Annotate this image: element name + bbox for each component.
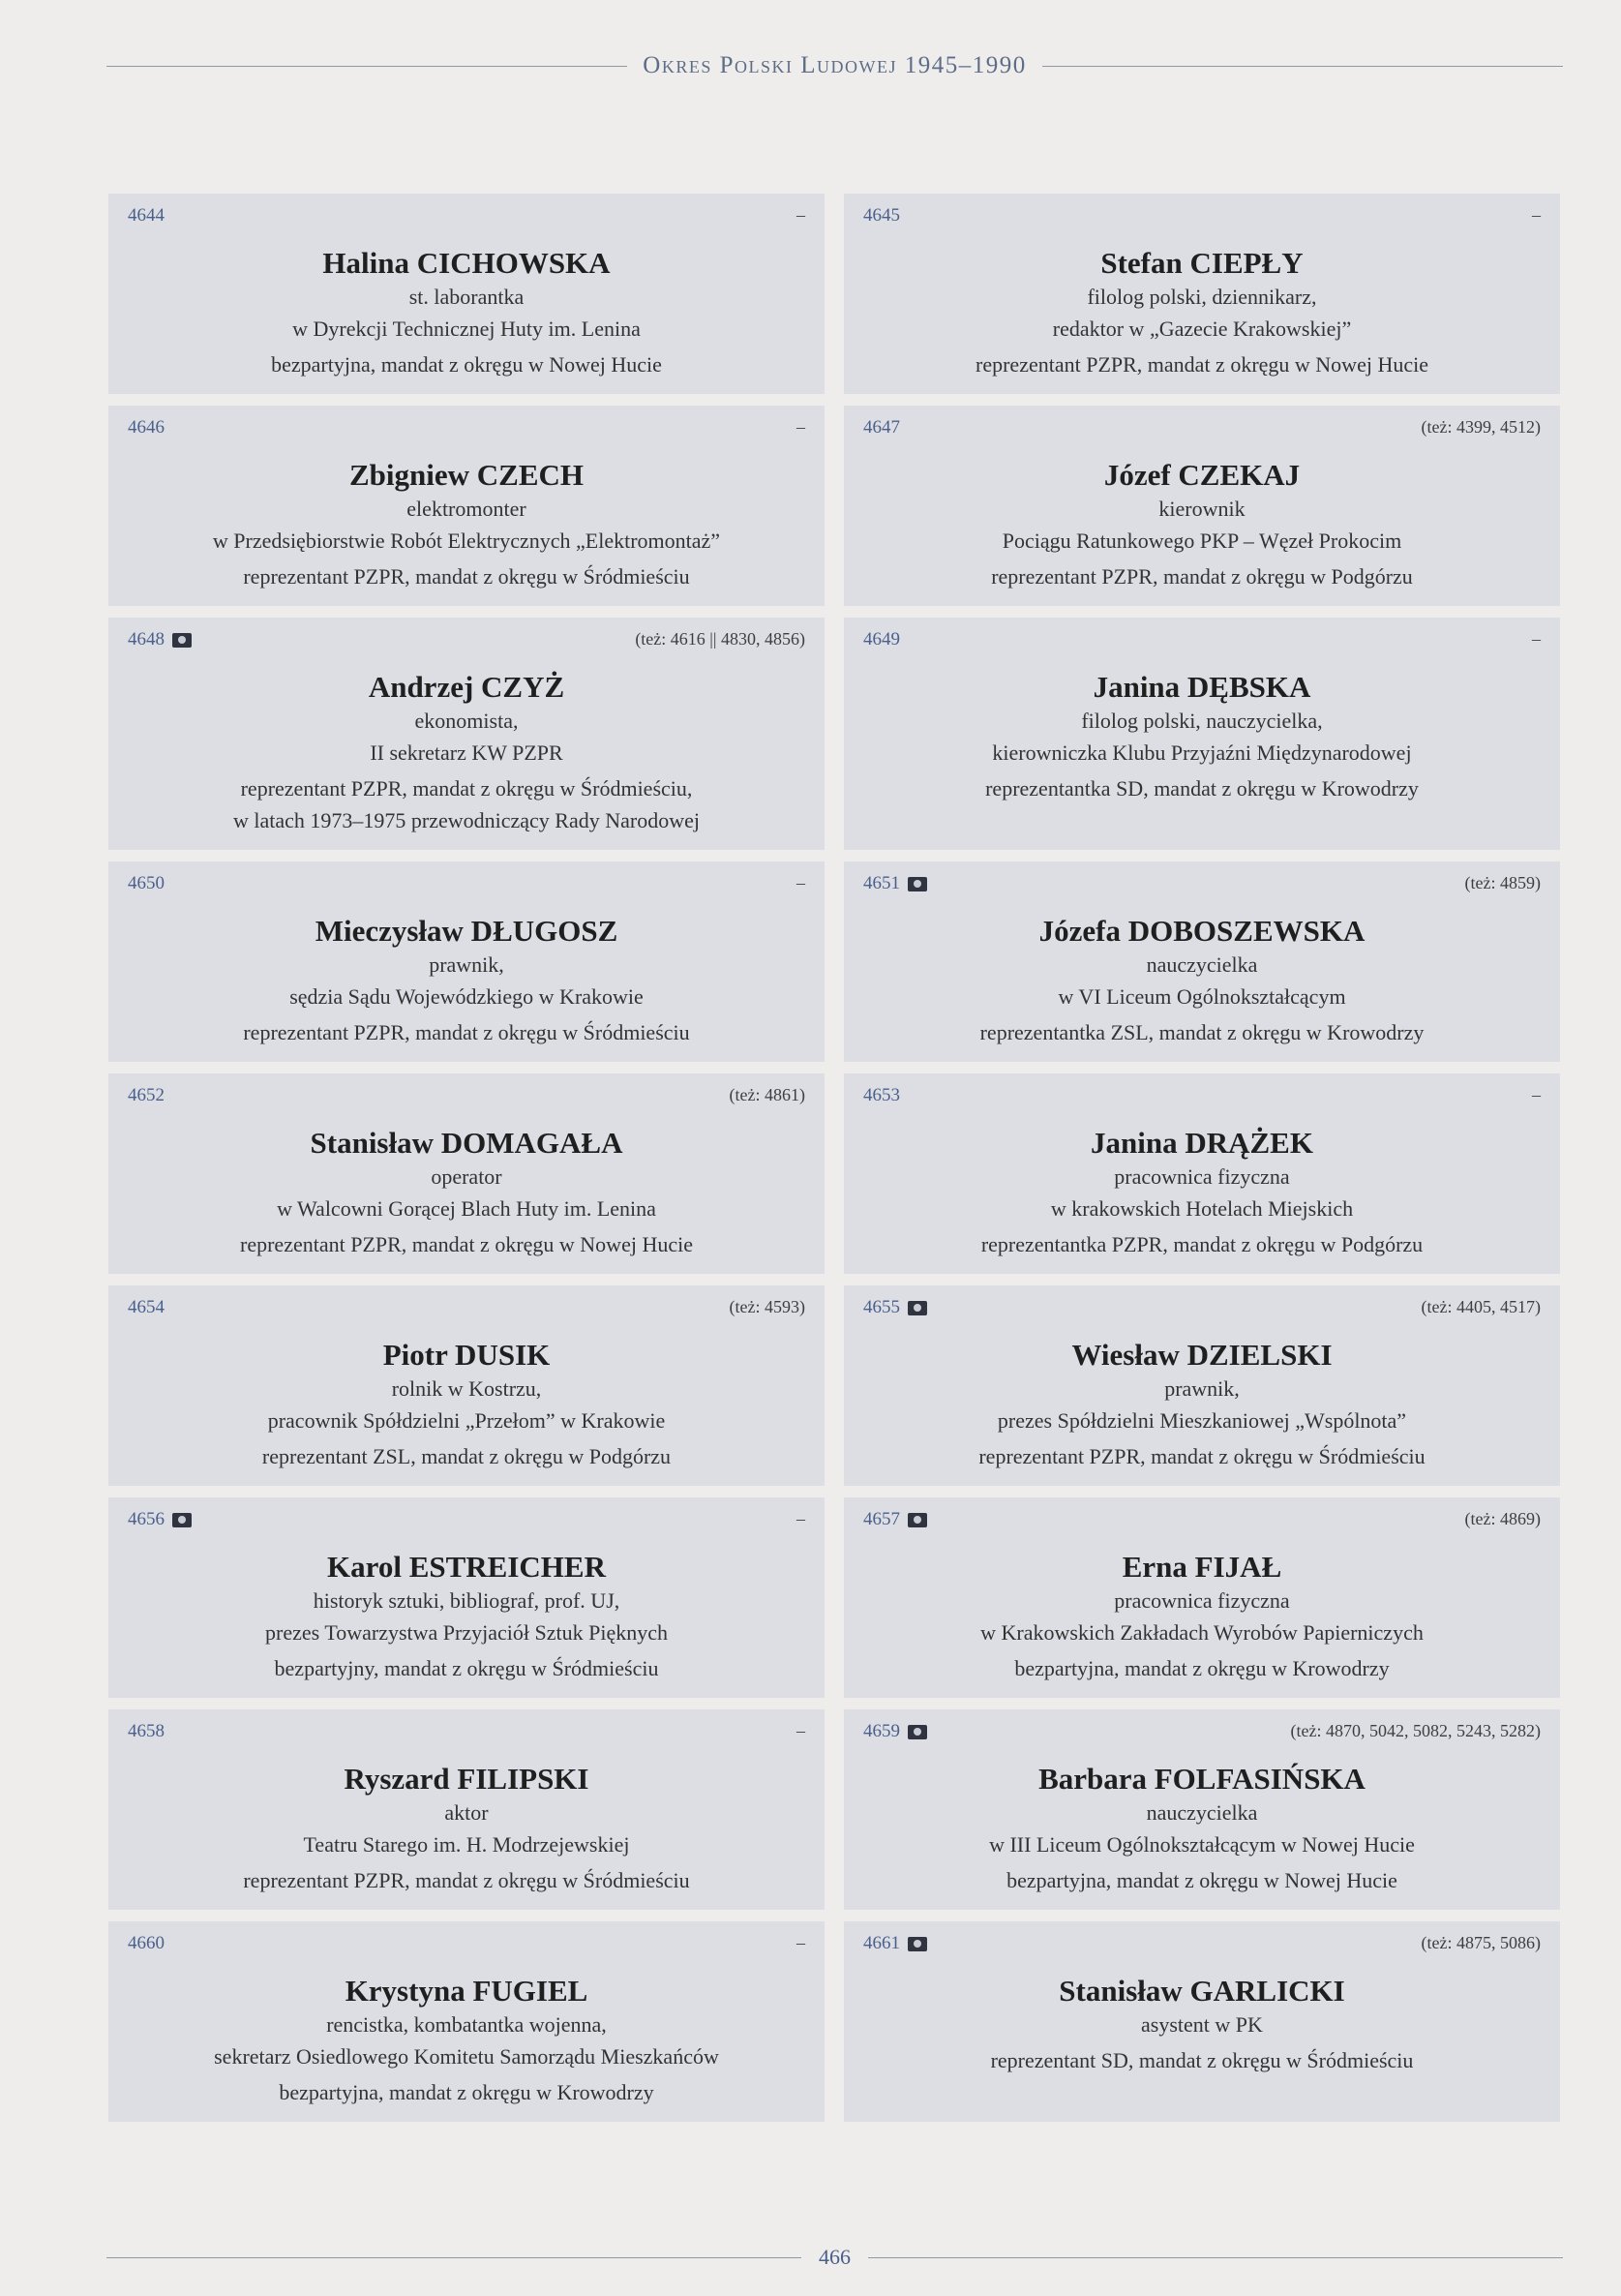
entry-description-line: kierowniczka Klubu Przyjaźni Międzynarodowej: [992, 740, 1412, 765]
entry-card: [844, 1285, 1560, 1486]
entry-mandate-line: reprezentant PZPR, mandat z okręgu w Nowej Hucie: [240, 1232, 693, 1256]
entry-mandate-line: reprezentantka ZSL, mandat z okręgu w Krowodrzy: [979, 1020, 1425, 1044]
entry-card: [108, 861, 825, 1062]
entry-description-line: filolog polski, nauczycielka,: [1081, 709, 1323, 733]
entry-description-line: Pociągu Ratunkowego PKP – Węzeł Prokocim: [1002, 529, 1402, 553]
entry-name: Józef CZEKAJ: [1103, 458, 1301, 492]
photo-icon: [908, 1937, 927, 1951]
entry-number-text: 4661: [863, 1933, 900, 1953]
entry-mandate-line: reprezentantka PZPR, mandat z okręgu w Podgórzu: [980, 1232, 1424, 1256]
entry-card: [108, 1921, 825, 2122]
entry-name: Janina DRĄŻEK: [1091, 1126, 1313, 1160]
entry-cross-reference: –: [796, 1509, 805, 1528]
photo-icon: [908, 1301, 927, 1315]
entry-number-text: 4653: [863, 1085, 900, 1105]
entry-card: [844, 406, 1560, 606]
entry-card: [108, 406, 825, 606]
photo-icon: [172, 633, 192, 648]
entry-card: [108, 618, 825, 850]
entry-name: Barbara FOLFASIŃSKA: [1038, 1762, 1366, 1796]
entry-description-line: filolog polski, dziennikarz,: [1087, 285, 1317, 309]
entry-cross-reference: (też: 4869): [1464, 1509, 1541, 1528]
entry-number-text: 4658: [128, 1721, 165, 1741]
entry-card: [844, 1709, 1560, 1910]
entry-mandate-line: reprezentant PZPR, mandat z okręgu w Podgórzu: [991, 564, 1413, 589]
entry-card: [108, 1285, 825, 1486]
entry-name: Mieczysław DŁUGOSZ: [315, 914, 618, 948]
entry-number: [128, 629, 192, 650]
entry-number: [128, 1297, 165, 1318]
entry-description-line: sędzia Sądu Wojewódzkiego w Krakowie: [289, 984, 644, 1009]
entry-description-line: asystent w PK: [1141, 2012, 1263, 2037]
entry-number: [128, 1933, 165, 1954]
entry-cross-reference: (też: 4399, 4512): [1421, 417, 1541, 437]
entry-mandate-line: reprezentant PZPR, mandat z okręgu w Śródmieściu: [243, 1868, 690, 1892]
running-header: [106, 46, 1563, 85]
entry-description-line: prezes Spółdzielni Mieszkaniowej „Wspólnota”: [997, 1408, 1407, 1433]
entry-name: Karol ESTREICHER: [327, 1550, 606, 1584]
entry-name: Ryszard FILIPSKI: [344, 1762, 589, 1796]
entry-cross-reference: –: [796, 873, 805, 892]
entry-name: Piotr DUSIK: [382, 1338, 551, 1372]
entry-name: Stefan CIEPŁY: [1100, 246, 1304, 280]
entry-description-line: rolnik w Kostrzu,: [391, 1376, 542, 1401]
entry-description-line: w Przedsiębiorstwie Robót Elektrycznych „Elektromontaż”: [212, 529, 721, 553]
photo-icon: [908, 1513, 927, 1527]
entry-cross-reference: (też: 4875, 5086): [1421, 1933, 1541, 1952]
entry-name: Krystyna FUGIEL: [345, 1974, 588, 2008]
entry-name: Stanisław DOMAGAŁA: [310, 1126, 623, 1160]
entry-name: Stanisław GARLICKI: [1059, 1974, 1345, 2008]
entry-name: Andrzej CZYŻ: [368, 670, 565, 704]
entry-mandate-line: reprezentant SD, mandat z okręgu w Śródmieściu: [990, 2048, 1414, 2072]
photo-icon: [172, 1513, 192, 1527]
entry-description-line: rencistka, kombatantka wojenna,: [326, 2012, 607, 2037]
entry-card: [108, 194, 825, 394]
entry-mandate-line: reprezentant PZPR, mandat z okręgu w Śródmieściu,: [240, 776, 693, 801]
header-rule-left: [106, 66, 627, 67]
entry-mandate-line: bezpartyjna, mandat z okręgu w Nowej Hucie: [1006, 1868, 1397, 1892]
entry-description-line: w Walcowni Gorącej Blach Huty im. Lenina: [277, 1196, 656, 1221]
entry-description-line: sekretarz Osiedlowego Komitetu Samorządu Mieszkańców: [214, 2044, 719, 2069]
entry-number: [863, 1509, 927, 1530]
entry-number: [863, 1297, 927, 1318]
entry-description-line: st. laborantka: [408, 285, 525, 309]
entry-description-line: w VI Liceum Ogólnokształcącym: [1058, 984, 1346, 1009]
entry-number: [863, 629, 900, 650]
entry-card: [108, 1497, 825, 1698]
entry-number: [128, 1721, 165, 1742]
entry-cross-reference: (też: 4616 || 4830, 4856): [635, 629, 805, 649]
entry-cross-reference: –: [796, 205, 805, 225]
entry-mandate-line: reprezentant ZSL, mandat z okręgu w Podgórzu: [261, 1444, 672, 1468]
entry-mandate-line: bezpartyjna, mandat z okręgu w Nowej Hucie: [271, 352, 662, 377]
entry-cross-reference: –: [796, 417, 805, 437]
entry-mandate-line: bezpartyjna, mandat z okręgu w Krowodrzy: [279, 2080, 654, 2104]
entry-cross-reference: –: [1532, 1085, 1541, 1104]
entry-description-line: prezes Towarzystwa Przyjaciół Sztuk Pięknych: [265, 1620, 668, 1645]
entry-description-line: w Dyrekcji Technicznej Huty im. Lenina: [292, 317, 641, 341]
entry-mandate-line: reprezentantka SD, mandat z okręgu w Krowodrzy: [985, 776, 1419, 801]
entry-description-line: pracownica fizyczna: [1114, 1588, 1290, 1613]
footer-rule-left: [106, 2257, 801, 2258]
entry-name: Erna FIJAŁ: [1122, 1550, 1282, 1584]
entry-number: [128, 205, 165, 227]
entry-mandate-line: bezpartyjny, mandat z okręgu w Śródmieściu: [274, 1656, 659, 1680]
entry-number-text: 4649: [863, 629, 900, 650]
entry-description-line: II sekretarz KW PZPR: [370, 740, 563, 765]
entry-number: [863, 1721, 927, 1742]
entry-cross-reference: (też: 4861): [729, 1085, 805, 1104]
entry-number-text: 4647: [863, 417, 900, 438]
entry-mandate-line: reprezentant PZPR, mandat z okręgu w Śródmieściu: [243, 564, 690, 589]
entry-description-line: redaktor w „Gazecie Krakowskiej”: [1052, 317, 1352, 341]
entry-number-text: 4645: [863, 205, 900, 226]
entry-description-line: historyk sztuki, bibliograf, prof. UJ,: [313, 1588, 620, 1613]
header-rule-right: [1042, 66, 1563, 67]
entry-description-line: w krakowskich Hotelach Miejskich: [1050, 1196, 1354, 1221]
entry-number-text: 4656: [128, 1509, 165, 1529]
photo-icon: [908, 1725, 927, 1739]
entry-mandate-line: w latach 1973–1975 przewodniczący Rady Narodowej: [232, 808, 700, 832]
entry-cross-reference: –: [796, 1721, 805, 1740]
entry-description-line: w Krakowskich Zakładach Wyrobów Papierniczych: [980, 1620, 1424, 1645]
entry-number: [128, 1085, 165, 1106]
entry-card: [844, 618, 1560, 850]
entry-cross-reference: –: [796, 1933, 805, 1952]
entry-card: [844, 194, 1560, 394]
entry-card: [844, 1497, 1560, 1698]
entry-description-line: prawnik,: [1164, 1376, 1240, 1401]
entry-description-line: operator: [431, 1164, 502, 1189]
entry-description-line: nauczycielka: [1146, 1800, 1258, 1825]
entry-description-line: prawnik,: [429, 952, 504, 977]
photo-icon: [908, 877, 927, 891]
page-footer: [106, 2238, 1563, 2277]
entry-number-text: 4657: [863, 1509, 900, 1529]
running-header-title: Okres Polski Ludowej 1945–1990: [643, 52, 1027, 78]
entry-number-text: 4654: [128, 1297, 165, 1317]
entry-card: [844, 1921, 1560, 2122]
entry-description-line: pracownica fizyczna: [1114, 1164, 1290, 1189]
footer-rule-right: [868, 2257, 1563, 2258]
entry-description-line: Teatru Starego im. H. Modrzejewskiej: [303, 1832, 630, 1857]
entry-number-text: 4660: [128, 1933, 165, 1953]
entry-card: [844, 1073, 1560, 1274]
entry-card: [108, 1073, 825, 1274]
entry-number: [863, 417, 900, 438]
entry-name: Halina CICHOWSKA: [322, 246, 611, 280]
page-number: 466: [819, 2245, 851, 2269]
entry-number-text: 4646: [128, 417, 165, 438]
entry-cross-reference: (też: 4859): [1464, 873, 1541, 892]
entry-number-text: 4659: [863, 1721, 900, 1741]
entry-mandate-line: reprezentant PZPR, mandat z okręgu w Śródmieściu: [978, 1444, 1426, 1468]
entry-name: Wiesław DZIELSKI: [1071, 1338, 1333, 1372]
entry-number: [863, 1933, 927, 1954]
entry-number-text: 4655: [863, 1297, 900, 1317]
entry-cross-reference: (też: 4593): [729, 1297, 805, 1316]
entry-number-text: 4652: [128, 1085, 165, 1105]
entry-number-text: 4644: [128, 205, 165, 226]
entries-grid: [108, 194, 1560, 2122]
entry-mandate-line: reprezentant PZPR, mandat z okręgu w Śródmieściu: [243, 1020, 690, 1044]
entry-number: [863, 205, 900, 227]
entry-number: [128, 417, 165, 438]
entry-cross-reference: (też: 4405, 4517): [1421, 1297, 1541, 1316]
entry-cross-reference: –: [1532, 205, 1541, 225]
entry-name: Janina DĘBSKA: [1093, 670, 1311, 704]
entry-cross-reference: –: [1532, 629, 1541, 649]
entry-description-line: aktor: [444, 1800, 489, 1825]
entry-description-line: pracownik Spółdzielni „Przełom” w Krakowie: [267, 1408, 666, 1433]
entry-number-text: 4651: [863, 873, 900, 893]
entry-card: [844, 861, 1560, 1062]
entry-card: [108, 1709, 825, 1910]
entry-number: [128, 1509, 192, 1530]
entry-cross-reference: (też: 4870, 5042, 5082, 5243, 5282): [1290, 1721, 1541, 1740]
entry-description-line: w III Liceum Ogólnokształcącym w Nowej Hucie: [989, 1832, 1415, 1857]
entry-name: Zbigniew CZECH: [348, 458, 585, 492]
entry-mandate-line: bezpartyjna, mandat z okręgu w Krowodrzy: [1014, 1656, 1390, 1680]
entry-description-line: kierownik: [1158, 497, 1246, 521]
entry-description-line: ekonomista,: [414, 709, 519, 733]
entry-description-line: elektromonter: [406, 497, 526, 521]
entry-mandate-line: reprezentant PZPR, mandat z okręgu w Nowej Hucie: [976, 352, 1428, 377]
entry-number-text: 4650: [128, 873, 165, 893]
entry-number: [863, 873, 927, 894]
entry-number-text: 4648: [128, 629, 165, 650]
entry-number: [863, 1085, 900, 1106]
entry-number: [128, 873, 165, 894]
entry-description-line: nauczycielka: [1146, 952, 1258, 977]
entry-name: Józefa DOBOSZEWSKA: [1038, 914, 1366, 948]
